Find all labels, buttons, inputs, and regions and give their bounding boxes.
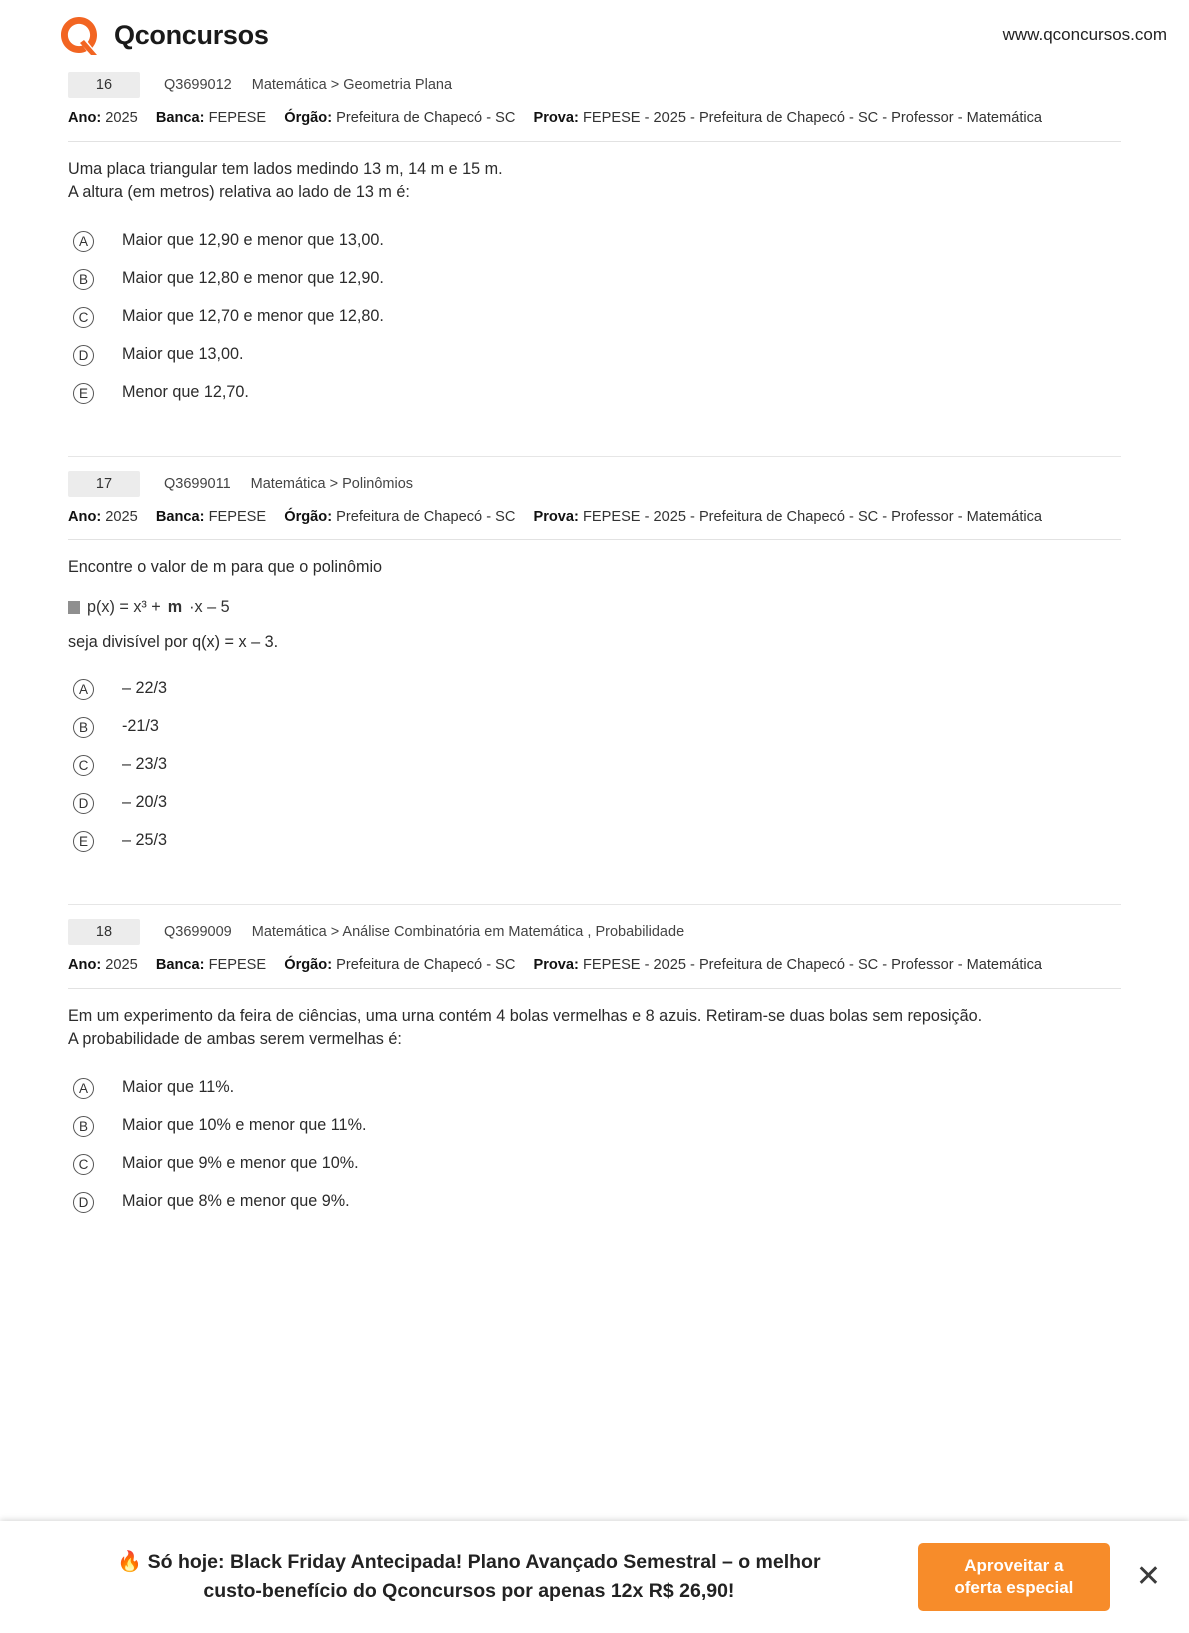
alternative-text: Maior que 8% e menor que 9%. — [122, 1191, 350, 1210]
alternative-c[interactable] — [68, 1145, 1121, 1183]
alternative-letter[interactable]: D — [73, 1192, 94, 1213]
statement-line: A probabilidade de ambas serem vermelhas é: — [68, 1029, 402, 1048]
question-code[interactable]: Q3699011 — [164, 475, 231, 492]
label-orgao: Órgão: — [284, 110, 333, 126]
alternative-e[interactable] — [68, 822, 1121, 860]
label-orgao: Órgão: — [284, 508, 333, 525]
promo-banner — [0, 1521, 1189, 1633]
formula — [68, 598, 1121, 617]
alternative-d[interactable] — [68, 336, 1121, 374]
question-subject-path[interactable]: Matemática > Polinômios — [250, 475, 414, 492]
alternative-a[interactable] — [68, 670, 1121, 708]
alternative-letter[interactable]: C — [73, 755, 94, 776]
alternative-letter[interactable]: B — [73, 717, 94, 738]
question-subject-path[interactable]: Matemática > Análise Combinatória em Matemática , Probabilidade — [251, 924, 685, 941]
alternative-text: Maior que 9% e menor que 10%. — [122, 1153, 359, 1172]
label-orgao: Órgão: — [284, 957, 333, 974]
site-header — [0, 0, 1189, 66]
divider — [68, 141, 1121, 142]
brand[interactable] — [58, 14, 269, 56]
question-statement — [68, 158, 1121, 204]
alternative-letter[interactable]: D — [73, 793, 94, 814]
question-header — [68, 919, 1121, 945]
value-orgao: Prefeitura de Chapecó - SC — [336, 957, 516, 974]
alternative-c[interactable] — [68, 298, 1121, 336]
question-code[interactable]: Q3699009 — [164, 924, 232, 941]
statement-line: Em um experimento da feira de ciências, uma urna contém 4 bolas vermelhas e 8 azuis. Retiram-se duas bolas sem reposição. — [68, 1006, 983, 1025]
alternative-letter[interactable]: B — [73, 269, 94, 290]
alternative-letter[interactable]: A — [73, 1078, 94, 1099]
value-orgao: Prefeitura de Chapecó - SC — [336, 110, 516, 126]
brand-name: Qconcursos — [114, 19, 269, 50]
formula-placeholder-icon — [68, 601, 80, 614]
alternative-text: -21/3 — [122, 717, 159, 736]
question-meta — [68, 954, 1121, 978]
value-banca: FEPESE — [208, 957, 267, 974]
promo-message — [60, 1548, 918, 1605]
alternative-a[interactable] — [68, 222, 1121, 260]
alternative-text: Maior que 12,70 e menor que 12,80. — [122, 306, 384, 325]
formula-prefix: p(x) = x³ + — [87, 598, 161, 617]
alternative-text: Maior que 12,90 e menor que 13,00. — [122, 230, 384, 249]
question-item — [68, 905, 1121, 1221]
value-prova: FEPESE - 2025 - Prefeitura de Chapecó - SC - Professor - Matemática — [582, 957, 1043, 974]
promo-cta-line-2: oferta especial — [954, 1578, 1074, 1597]
divider — [68, 539, 1121, 540]
alternative-text: Menor que 12,70. — [122, 382, 249, 401]
label-prova: Prova: — [533, 110, 579, 126]
alternative-letter[interactable]: E — [73, 831, 94, 852]
promo-cta-line-1: Aproveitar a — [964, 1555, 1064, 1575]
statement-continuation: seja divisível por q(x) = x – 3. — [68, 633, 279, 652]
alternative-text: Maior que 12,80 e menor que 12,90. — [122, 268, 384, 287]
alternatives — [68, 1069, 1121, 1221]
label-prova: Prova: — [533, 508, 579, 525]
promo-line-2: custo-benefício do Qconcursos por apenas 12x R$ 26,90! — [203, 1580, 735, 1603]
statement-line: A altura (em metros) relativa ao lado de 13 m é: — [68, 182, 410, 201]
label-banca: Banca: — [155, 508, 205, 525]
question-number: 18 — [68, 919, 140, 945]
question-number: 16 — [68, 72, 140, 98]
alternative-letter[interactable]: D — [73, 345, 94, 366]
alternative-d[interactable] — [68, 784, 1121, 822]
question-header — [68, 471, 1121, 497]
value-ano: 2025 — [105, 957, 138, 974]
question-item — [68, 457, 1121, 906]
question-code[interactable]: Q3699012 — [164, 77, 232, 93]
alternative-b[interactable] — [68, 260, 1121, 298]
question-meta — [68, 107, 1121, 131]
formula-suffix: ·x – 5 — [189, 598, 230, 617]
alternative-c[interactable] — [68, 746, 1121, 784]
alternative-d[interactable] — [68, 1183, 1121, 1221]
alternative-letter[interactable]: C — [73, 1154, 94, 1175]
value-ano: 2025 — [105, 508, 138, 525]
alternative-text: – 22/3 — [122, 679, 168, 698]
alternative-text: – 23/3 — [122, 755, 168, 774]
label-prova: Prova: — [533, 957, 579, 974]
site-url: www.qconcursos.com — [1002, 25, 1167, 44]
q-logo-icon — [58, 14, 100, 56]
label-ano: Ano: — [68, 957, 102, 974]
alternative-text: Maior que 10% e menor que 11%. — [122, 1115, 367, 1134]
question-statement — [68, 556, 1121, 579]
value-banca: FEPESE — [208, 110, 267, 126]
alternative-letter[interactable]: E — [73, 383, 94, 404]
alternative-b[interactable] — [68, 1107, 1121, 1145]
fire-icon: 🔥 — [117, 1551, 143, 1574]
alternative-letter[interactable]: A — [73, 679, 94, 700]
alternative-text: Maior que 13,00. — [122, 344, 244, 363]
value-banca: FEPESE — [208, 508, 267, 525]
alternative-e[interactable] — [68, 374, 1121, 412]
value-orgao: Prefeitura de Chapecó - SC — [336, 508, 516, 525]
question-number: 17 — [68, 471, 140, 497]
label-ano: Ano: — [68, 508, 102, 525]
formula-variable: m — [167, 598, 183, 617]
question-meta — [68, 506, 1121, 530]
alternatives — [68, 670, 1121, 860]
label-ano: Ano: — [68, 110, 102, 126]
alternative-b[interactable] — [68, 708, 1121, 746]
question-item — [68, 66, 1121, 457]
alternative-a[interactable] — [68, 1069, 1121, 1107]
alternative-letter[interactable]: C — [73, 307, 94, 328]
value-prova: FEPESE - 2025 - Prefeitura de Chapecó - SC - Professor - Matemática — [582, 110, 1043, 126]
question-statement — [68, 1005, 1121, 1051]
close-icon[interactable]: ✕ — [1135, 1560, 1161, 1593]
promo-cta-button[interactable] — [918, 1543, 1110, 1612]
alternative-letter[interactable]: B — [73, 1116, 94, 1137]
alternatives — [68, 222, 1121, 412]
questions-list — [0, 66, 1189, 1221]
label-banca: Banca: — [155, 957, 205, 974]
question-subject-path[interactable]: Matemática > Geometria Plana — [251, 77, 453, 93]
promo-line-1: Só hoje: Black Friday Antecipada! Plano Avançado Semestral – o melhor — [147, 1551, 821, 1574]
alternative-text: Maior que 11%. — [122, 1077, 235, 1096]
label-banca: Banca: — [155, 110, 205, 126]
divider — [68, 988, 1121, 989]
value-prova: FEPESE - 2025 - Prefeitura de Chapecó - SC - Professor - Matemática — [582, 508, 1043, 525]
alternative-letter[interactable]: A — [73, 231, 94, 252]
question-header — [68, 72, 1121, 98]
value-ano: 2025 — [105, 110, 138, 126]
statement-line: Uma placa triangular tem lados medindo 13 m, 14 m e 15 m. — [68, 159, 503, 178]
statement-line: Encontre o valor de m para que o polinômio — [68, 558, 383, 577]
alternative-text: – 20/3 — [122, 793, 168, 812]
alternative-text: – 25/3 — [122, 831, 168, 850]
